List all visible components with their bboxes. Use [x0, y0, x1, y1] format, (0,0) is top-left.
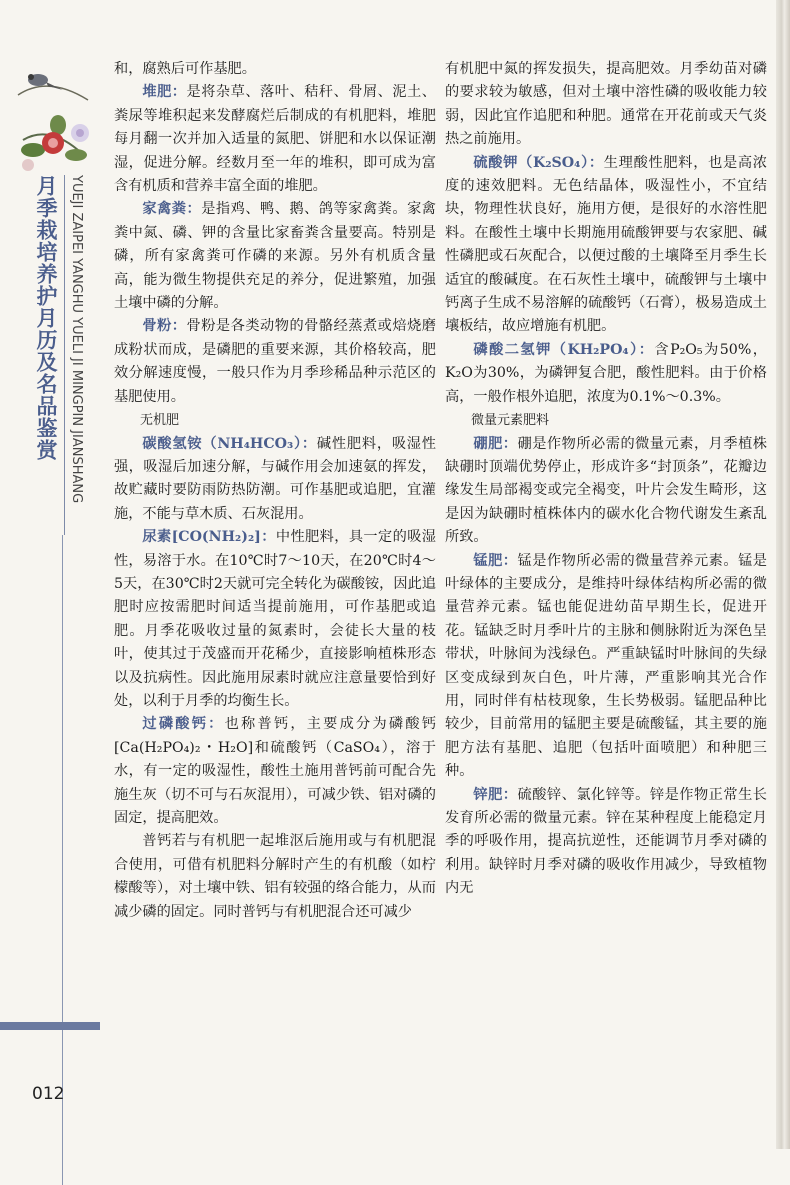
term-heading: 锌肥： [473, 786, 518, 803]
paragraph-text: 含P₂O₅为50%，K₂O为30%，为磷钾复合肥，酸性肥料。由于价格高，一般作根外追肥，浓度为0.1%～0.3%。 [445, 341, 767, 405]
paragraph-text: 碱性肥料，吸湿性强，吸湿后加速分解，与碱作用会加速氨的挥发，故贮藏时要防雨防热防潮。可作基肥或追肥，宜灌施，不能与草木质、石灰混用。 [114, 435, 436, 522]
left-column [114, 58, 436, 1118]
paragraph [114, 81, 436, 198]
term-heading: 尿素[CO(NH₂)₂]： [142, 529, 276, 546]
term-heading: 过磷酸钙： [142, 716, 225, 733]
paragraph-text: 骨粉是各类动物的骨骼经蒸煮或焙烧磨成粉状而成，是磷肥的重要来源，其价格较高，肥效分解速度慢，一般只作为月季珍稀品种示范区的基肥使用。 [114, 318, 436, 405]
paragraph: 和，腐熟后可作基肥。 [114, 61, 256, 77]
paragraph-text: 也称普钙，主要成分为磷酸钙[Ca(H₂PO₄)₂・H₂O]和硫酸钙（CaSO₄），溶于水，有一定的吸湿性，酸性土施用普钙前可配合先施生灰（切不可与石灰混用），可减少铁、铝对磷的固定，提高肥效。 [114, 716, 436, 826]
paragraph [445, 433, 767, 550]
book-title: 月季栽培养护月历及名品鉴赏 [34, 175, 58, 461]
book-title-pinyin: YUEJI ZAIPEI YANGHU YUELI JI MINGPIN JIANSHANG [64, 175, 87, 535]
term-heading: 硼肥： [473, 435, 518, 452]
paragraph-text: 是将杂草、落叶、秸秆、骨屑、泥土、粪尿等堆积起来发酵腐烂后制成的有机肥料，堆肥每月翻一次并加入适量的氮肥、饼肥和水以保证潮湿，促进分解。经数月至一年的堆积，即可成为富含有机质和营养丰富全面的堆肥。 [114, 84, 436, 195]
paragraph-text: 中性肥料，具一定的吸湿性，易溶于水。在10℃时7～10天，在20℃时4～5天，在30℃时2天就可完全转化为碳酸铵，因此追肥时应按需肥时间适当提前施用，可作基肥或追肥。月季花吸收过量的氮素时，会徒长大量的枝叶，使其过于茂盛而开花稀少，直接影响植株形态以及抗病性。因此施用尿素时就应注意量要恰到好处，以利于月季的均衡生长。 [114, 529, 436, 709]
term-heading: 锰肥： [473, 552, 518, 569]
paragraph [114, 713, 436, 830]
paragraph-text: 生理酸性肥料，也是高浓度的速效肥料。无色结晶体，吸湿性小，不宜结块，物理性状良好，施用方便，是很好的水溶性肥料。在酸性土壤中长期施用硫酸钾要与农家肥、碱性磷肥或石灰配合，以便过酸的土壤降至月季生长适宜的酸碱度。在石灰性土壤中，硫酸钾与土壤中钙离子生成不易溶解的硫酸钙（石膏），极易造成土壤板结，故应增施有机肥。 [445, 154, 767, 335]
paragraph-text: 硫酸锌、氯化锌等。锌是作物正常生长发育所必需的微量元素。锌在某种程度上能稳定月季的呼吸作用，提高抗逆性，还能调节月季对磷的利用。缺锌时月季对磷的吸收作用减少，导致植物内无 [445, 786, 767, 897]
section-subheading: 无机肥 [140, 413, 180, 429]
term-heading: 磷酸二氢钾（KH₂PO₄）： [473, 341, 655, 358]
paragraph [114, 315, 436, 409]
paragraph [445, 784, 767, 901]
paragraph: 有机肥中氮的挥发损失，提高肥效。月季幼苗对磷的要求较为敏感，但对土壤中溶性磷的吸收能力较弱，因此宜作追肥和种肥。通常在开花前或天气炎热之前施用。 [445, 61, 767, 148]
flower-bird-ornament-icon [8, 55, 103, 180]
paragraph [114, 433, 436, 527]
section-subheading: 微量元素肥料 [471, 413, 550, 429]
sidebar [28, 175, 96, 1035]
page-number: 012 [32, 1084, 65, 1104]
term-heading: 堆肥： [142, 84, 187, 101]
paragraph [114, 198, 436, 315]
term-heading: 家禽粪： [142, 201, 202, 218]
page-edge [776, 0, 790, 1149]
paragraph: 普钙若与有机肥一起堆沤后施用或与有机肥混合使用，可借有机肥料分解时产生的有机酸（如柠檬酸等），对土壤中铁、铝有较强的络合能力，从而减少磷的固定。同时普钙与有机肥混合还可减少 [114, 833, 436, 920]
paragraph-text: 是指鸡、鸭、鹅、鸽等家禽粪。家禽粪中氮、磷、钾的含量比家畜粪含量要高。特别是磷，所有家禽粪可作磷的来源。另外有机质含量高，能为微生物提供充足的养分，促进繁殖，加强土壤中磷的分解。 [114, 201, 436, 312]
right-column [445, 58, 767, 1118]
paragraph-text: 硼是作物所必需的微量元素，月季植株缺硼时顶端优势停止，形成许多“封顶条”，花瓣边缘发生局部褐变或完全褐变，叶片会发生畸形，这是因为缺硼时植株体内的碳水化合物代谢发生紊乱所致。 [445, 435, 767, 546]
paragraph [445, 550, 767, 784]
paragraph [445, 339, 767, 409]
paragraph [114, 526, 436, 713]
term-heading: 碳酸氢铵（NH₄HCO₃）： [142, 435, 317, 452]
bottom-rule [0, 1022, 100, 1030]
paragraph [445, 152, 767, 339]
term-heading: 硫酸钾（K₂SO₄）： [473, 154, 604, 171]
paragraph-text: 锰是作物所必需的微量营养元素。锰是叶绿体的主要成分，是维持叶绿体结构所必需的微量营养元素。锰也能促进幼苗早期生长，促进开花。锰缺乏时月季叶片的主脉和侧脉附近为深色呈带状，叶脉间为浅绿色。严重缺锰时叶脉间的失绿区变成绿到灰白色，叶片薄，严重影响其光合作用，同时伴有枯枝现象，生长势极弱。锰肥品种比较少，目前常用的锰肥主要是硫酸锰，其主要的施肥方法有基肥、追肥（包括叶面喷肥）和种肥三种。 [445, 552, 767, 780]
term-heading: 骨粉： [142, 318, 187, 335]
